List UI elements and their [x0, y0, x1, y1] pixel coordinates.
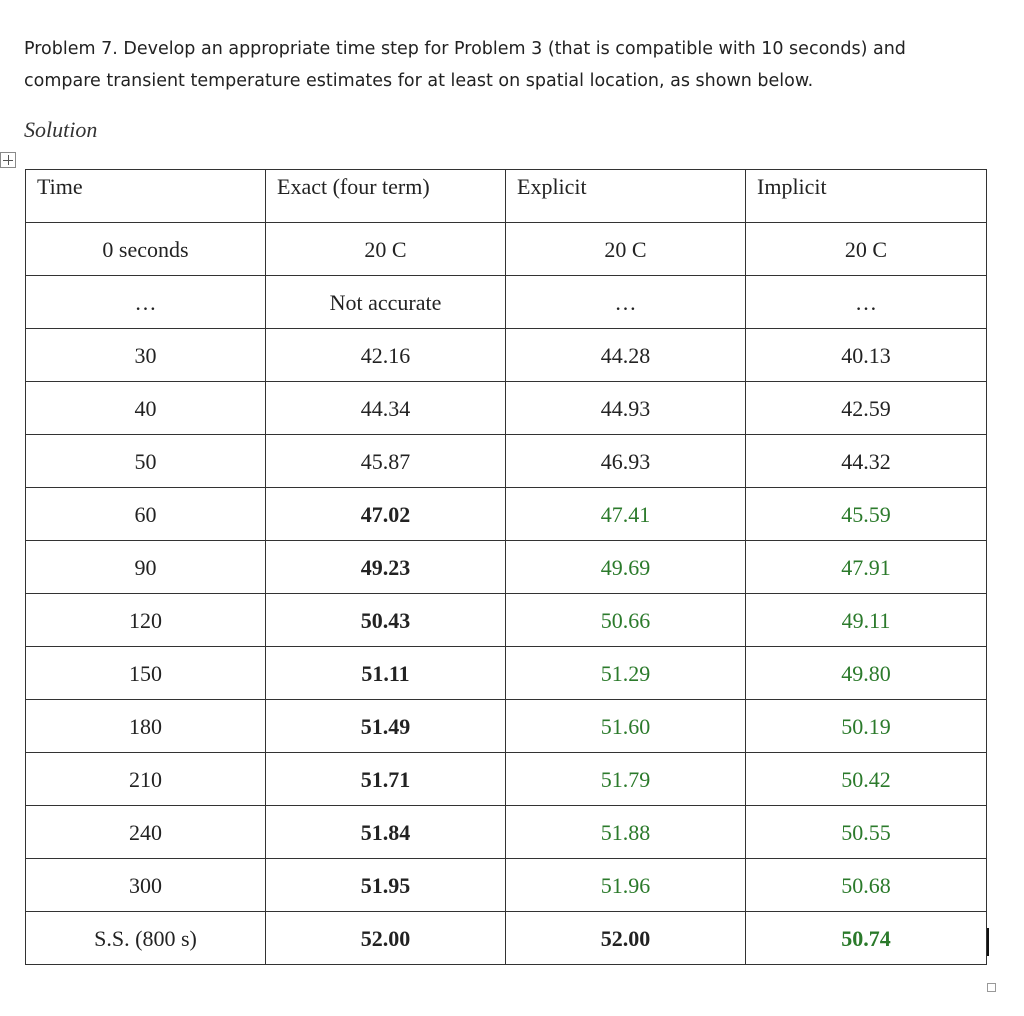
- table-move-handle-icon[interactable]: [0, 152, 16, 168]
- cell-time: 240: [26, 806, 266, 859]
- text-cursor: [987, 928, 989, 956]
- cell-explicit: 20 C: [506, 223, 746, 276]
- cell-exact: 45.87: [266, 435, 506, 488]
- header-explicit: Explicit: [506, 170, 746, 223]
- cell-exact: 51.95: [266, 859, 506, 912]
- table-resize-handle-icon[interactable]: [987, 983, 996, 992]
- cell-time: 180: [26, 700, 266, 753]
- header-exact: Exact (four term): [266, 170, 506, 223]
- cell-exact: 51.84: [266, 806, 506, 859]
- cell-exact: 51.71: [266, 753, 506, 806]
- cell-explicit: 44.93: [506, 382, 746, 435]
- cell-exact: 51.11: [266, 647, 506, 700]
- table-row: [26, 382, 987, 435]
- cell-exact: 51.49: [266, 700, 506, 753]
- table-row: [26, 488, 987, 541]
- cell-exact: 20 C: [266, 223, 506, 276]
- cell-explicit: 50.66: [506, 594, 746, 647]
- table-row: [26, 806, 987, 859]
- cell-explicit: 47.41: [506, 488, 746, 541]
- cell-implicit: 44.32: [746, 435, 987, 488]
- cell-time: …: [26, 276, 266, 329]
- cell-time: 90: [26, 541, 266, 594]
- cell-explicit: 49.69: [506, 541, 746, 594]
- problem-statement: [24, 33, 984, 97]
- cell-time: 50: [26, 435, 266, 488]
- cell-implicit: 50.19: [746, 700, 987, 753]
- cell-time: 120: [26, 594, 266, 647]
- table-row: [26, 594, 987, 647]
- cell-explicit: 51.79: [506, 753, 746, 806]
- cell-time: 300: [26, 859, 266, 912]
- problem-line-1: Problem 7. Develop an appropriate time step for Problem 3 (that is compatible with 10 seconds) and: [24, 39, 906, 59]
- cell-implicit: 47.91: [746, 541, 987, 594]
- cell-time: 30: [26, 329, 266, 382]
- table-row: [26, 647, 987, 700]
- header-implicit: Implicit: [746, 170, 987, 223]
- cell-implicit: 50.74: [746, 912, 987, 965]
- table-row: [26, 700, 987, 753]
- cell-explicit: …: [506, 276, 746, 329]
- cell-implicit: 49.11: [746, 594, 987, 647]
- cell-explicit: 51.88: [506, 806, 746, 859]
- cell-implicit: 40.13: [746, 329, 987, 382]
- cell-explicit: 51.29: [506, 647, 746, 700]
- table-header-row: [26, 170, 987, 223]
- cell-time: S.S. (800 s): [26, 912, 266, 965]
- cell-implicit: 42.59: [746, 382, 987, 435]
- cell-time: 150: [26, 647, 266, 700]
- cell-explicit: 46.93: [506, 435, 746, 488]
- cell-exact: 50.43: [266, 594, 506, 647]
- header-time: Time: [26, 170, 266, 223]
- cell-time: 210: [26, 753, 266, 806]
- table-row: [26, 276, 987, 329]
- cell-implicit: 20 C: [746, 223, 987, 276]
- table-row: [26, 753, 987, 806]
- cell-explicit: 52.00: [506, 912, 746, 965]
- cell-implicit: 50.42: [746, 753, 987, 806]
- table-row: [26, 912, 987, 965]
- cell-implicit: …: [746, 276, 987, 329]
- cell-time: 60: [26, 488, 266, 541]
- cell-exact: 52.00: [266, 912, 506, 965]
- table-row: [26, 859, 987, 912]
- cell-implicit: 50.68: [746, 859, 987, 912]
- table-row: [26, 329, 987, 382]
- table-row: [26, 435, 987, 488]
- cell-exact: 49.23: [266, 541, 506, 594]
- cell-exact: 44.34: [266, 382, 506, 435]
- cell-explicit: 44.28: [506, 329, 746, 382]
- cell-exact: Not accurate: [266, 276, 506, 329]
- cell-explicit: 51.96: [506, 859, 746, 912]
- table-row: [26, 223, 987, 276]
- cell-exact: 42.16: [266, 329, 506, 382]
- cell-time: 0 seconds: [26, 223, 266, 276]
- cell-implicit: 50.55: [746, 806, 987, 859]
- cell-time: 40: [26, 382, 266, 435]
- cell-explicit: 51.60: [506, 700, 746, 753]
- cell-implicit: 49.80: [746, 647, 987, 700]
- problem-line-2: compare transient temperature estimates for at least on spatial location, as shown below.: [24, 71, 814, 91]
- cell-exact: 47.02: [266, 488, 506, 541]
- solution-heading: Solution: [24, 117, 98, 142]
- results-table: [25, 169, 987, 965]
- cell-implicit: 45.59: [746, 488, 987, 541]
- table-row: [26, 541, 987, 594]
